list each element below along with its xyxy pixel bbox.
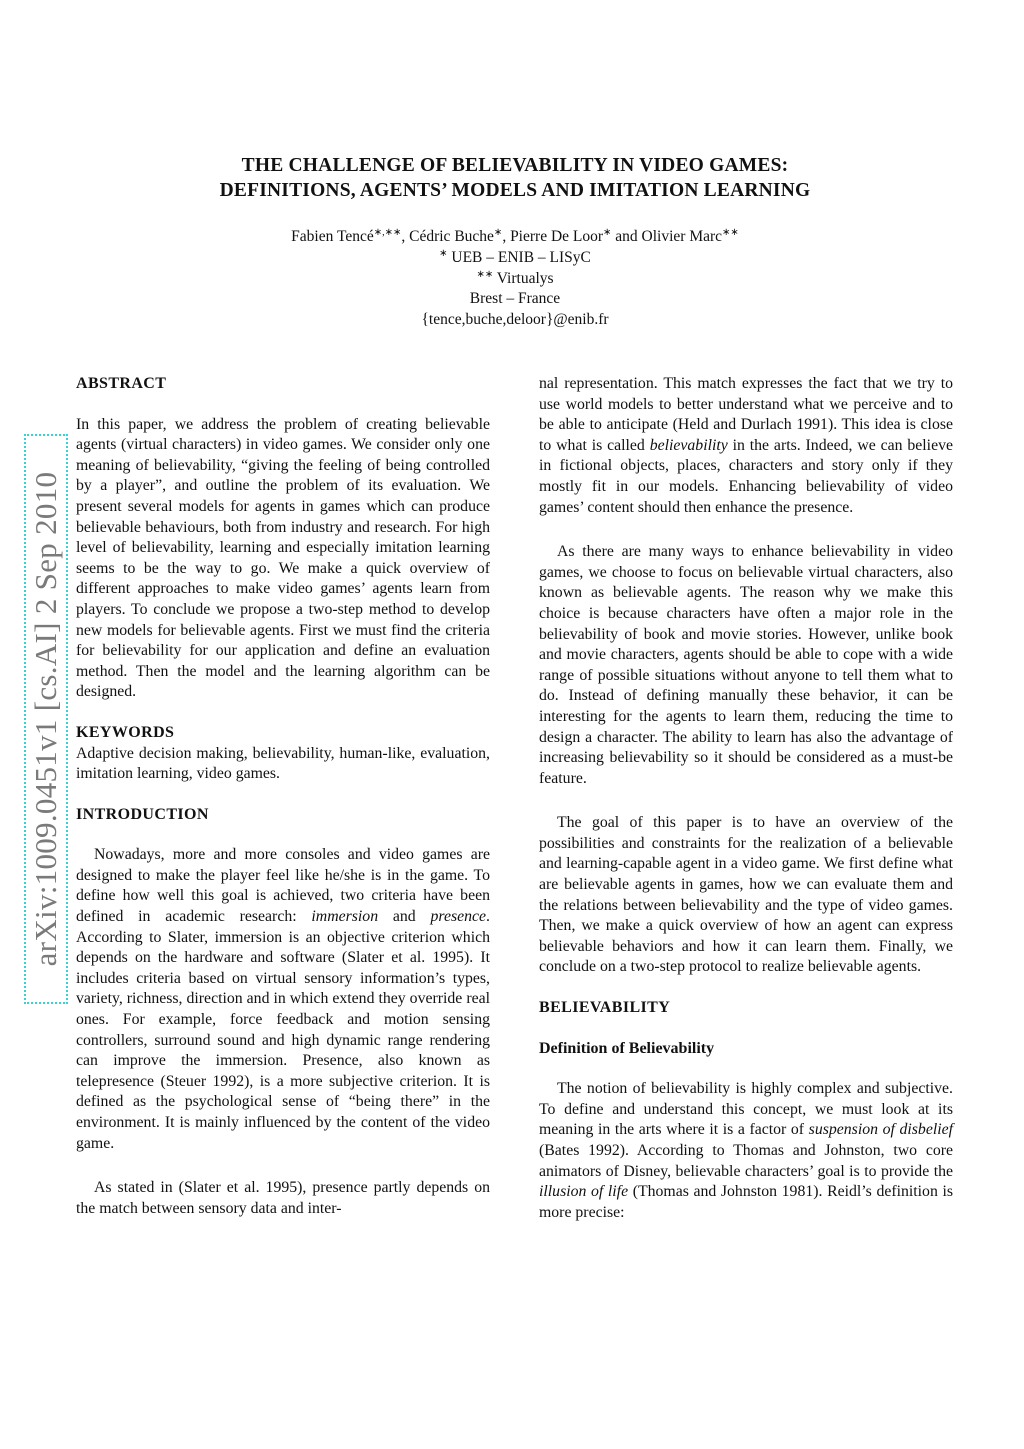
right-column	[539, 374, 953, 1223]
arxiv-stamp[interactable]	[24, 434, 68, 1004]
title-line-1: THE CHALLENGE OF BELIEVABILITY IN VIDEO GAMES:	[241, 155, 789, 176]
definition-subheading: Definition of Believability	[539, 1039, 715, 1057]
affiliation-2: ∗∗ Virtualys	[476, 268, 554, 287]
arxiv-stamp-text: arXiv:1009.0451v1 [cs.AI] 2 Sep 2010	[28, 471, 63, 967]
introduction-heading: INTRODUCTION	[76, 805, 209, 823]
intro-paragraph-2: As stated in (Slater et al. 1995), presence partly depends on the match between sensory data and inter-	[76, 1179, 490, 1217]
definition-paragraph: The notion of believability is highly complex and subjective. To define and understand this concept, we must look at its meaning in the arts where it is a factor of suspension of disbelief (Bates 1992). According to Thomas and Johnston, two core animators of Disney, believable characters’ goal is to provide the illusion of life (Thomas and Johnston 1981). Reidl’s definition is more precise:	[539, 1080, 954, 1221]
intro-paragraph-1: Nowadays, more and more consoles and video games are designed to make the player feel like he/she is in the game. To define how well this goal is achieved, two criteria have been defined in academic research: immersion and presence. According to Slater, immersion is an objective criterion which depends on the hardware and software (Slater et al. 1995). It includes criteria based on virtual sensory information’s types, variety, richness, direction and in which extend they override real ones. For example, force feedback and motion sensing controllers, surround sound and high dynamic range rendering can improve the immersion. Presence, also known as telepresence (Steuer 1992), is a more subjective criterion. It is defined as the psychological sense of “being there” in the environment. It is mainly influenced by the content of the video game.	[76, 846, 490, 1152]
abstract-heading: ABSTRACT	[76, 375, 167, 392]
abstract-text: In this paper, we address the problem of creating believable agents (virtual characters) in video games. We consider only one meaning of believability, “giving the feeling of being controlled by a player”, and outline the problem of its evaluation. We present several models for agents in games which can produce believable behaviours, both from industry and research. For high level of believability, learning and especially imitation learning seems to be the way to go. We make a quick overview of different approaches to make video games’ agents learn from players. To conclude we propose a two-step method to develop new models for believable agents. First we must find the criteria for believability for our application and define an evaluation method. Then the model and the learning algorithm can be designed.	[76, 415, 490, 701]
title-line-2: DEFINITIONS, AGENTS’ MODELS AND IMITATION LEARNING	[219, 180, 811, 201]
left-column	[76, 374, 490, 1219]
affiliation-city: Brest – France	[469, 290, 561, 308]
believable-agents-paragraph: As there are many ways to enhance believability in video games, we choose to focus on believable virtual characters, also known as believable agents. The reason why we make this choice is because characters have often a major role in the believability of book and movie stories. However, unlike book and movie characters, agents should be able to cope with a wide range of possible situations without anyone to tell them what to do. Instead of defining manually these behavior, it can be interesting for the agents to learn them, reducing the time to design a character. The ability to learn has also the advantage of increasing believability so it should be considered as a must-be feature.	[539, 543, 953, 787]
paper-title	[80, 153, 950, 203]
continued-paragraph: nal representation. This match expresses the fact that we try to use world models to better understand what we perceive and to be able to anticipate (Held and Durlach 1991). This idea is close to what is called believability in the arts. Indeed, we can believe in fictional objects, places, characters and story only if they mostly fit in our models. Enhancing believability of video games’ content should then enhance the presence.	[539, 375, 953, 516]
author-email: {tence,buche,deloor}@enib.fr	[421, 311, 609, 329]
affiliation-1: ∗ UEB – ENIB – LISyC	[439, 247, 591, 266]
believability-heading: BELIEVABILITY	[539, 999, 671, 1017]
author-names: Fabien Tencé∗,∗∗, Cédric Buche∗, Pierre De Loor∗ and Olivier Marc∗∗	[291, 226, 739, 245]
keywords-text: Adaptive decision making, believability, human-like, evaluation, imitation learning, video games.	[76, 744, 490, 783]
keywords-heading: KEYWORDS	[76, 723, 175, 741]
paper-goal-paragraph: The goal of this paper is to have an overview of the possibilities and constraints for the realization of a believable and learning-capable agent in a video game. We first define what are believable agents in games, how we can evaluate them and the relations between believability and the type of video games. Then, we make a quick overview of how an agent can express believable behaviors and how it can learn them. Finally, we conclude on a two-step protocol to realize believable agents.	[539, 814, 953, 976]
author-block	[80, 227, 950, 331]
